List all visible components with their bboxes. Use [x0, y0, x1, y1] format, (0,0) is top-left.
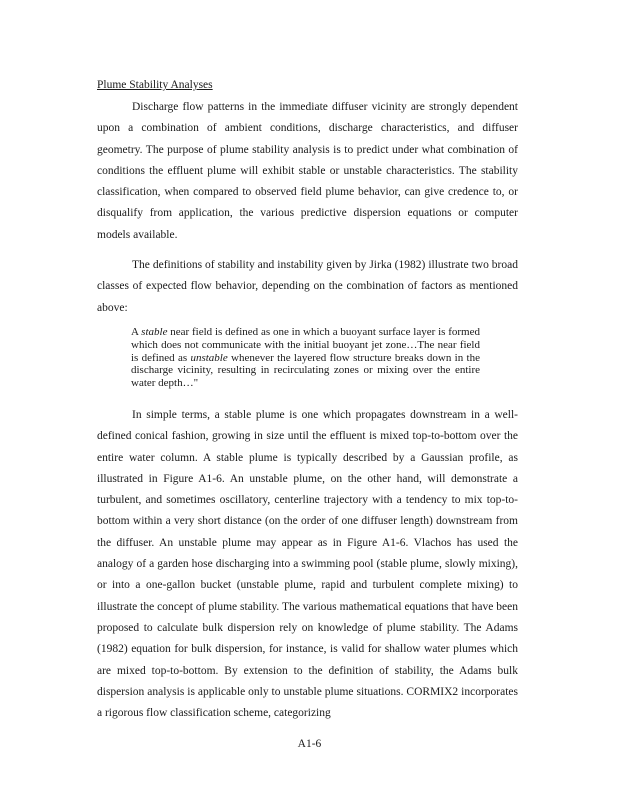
paragraph-intro: Discharge flow patterns in the immediate diffuser vicinity are strongly dependent upon a combination of ambient conditions, discharge characteristics, and diffuser geometry. The purpose of plume stability analysis is to predict under what combination of conditions the effluent plume will exhibit stable or unstable characteristics. The stability classification, when compared to observed field plume behavior, can give credence to, or disqualify from application, the various predictive dispersion equations or computer models available. — [97, 101, 518, 241]
paragraph-definitions: The definitions of stability and instability given by Jirka (1982) illustrate two broad classes of expected flow behavior, depending on the combination of factors as mentioned above: — [97, 259, 518, 314]
paragraph-explanation: In simple terms, a stable plume is one which propagates downstream in a well-defined conical fashion, growing in size until the effluent is mixed top-to-bottom over the entire water column. A stable plume is typically described by a Gaussian profile, as illustrated in Figure A1-6. An unstable plume, on the other hand, will demonstrate a turbulent, and sometimes oscillatory, centerline trajectory with a tendency to mix top-to-bottom within a very short distance (on the order of one diffuser length) downstream from the diffuser. An unstable plume may appear as in Figure A1-6. Vlachos has used the analogy of a garden hose discharging into a swimming pool (stable plume, slowly mixing), or into a one-gallon bucket (unstable plume, rapid and turbulent complete mixing) to illustrate the concept of plume stability. The various mathematical equations that have been proposed to calculate bulk dispersion rely on knowledge of plume stability. The Adams (1982) equation for bulk dispersion, for instance, is valid for shallow water plumes which are mixed top-to-bottom. By extension to the definition of stability, the Adams bulk dispersion analysis is applicable only to unstable plume situations. CORMIX2 incorporates a rigorous flow classification scheme, categorizing — [97, 409, 518, 720]
page-number: A1-6 — [297, 738, 322, 750]
section-heading: Plume Stability Analyses — [97, 79, 213, 91]
quote-emphasis-unstable: unstable — [190, 351, 228, 364]
quote-emphasis-stable: stable — [141, 326, 168, 338]
quote-text-3: whenever the layered flow structure breaks down in the discharge vicinity, resulting in recirculating zones or mixing over the entire water depth…" — [131, 351, 480, 390]
quote-text-2: near field is defined as one in which a buoyant surface layer is formed which does not communicate with the initial buoyant jet zone…The near field is defined as — [131, 326, 480, 364]
block-quote — [131, 326, 480, 390]
quote-text-1: A — [131, 326, 142, 338]
